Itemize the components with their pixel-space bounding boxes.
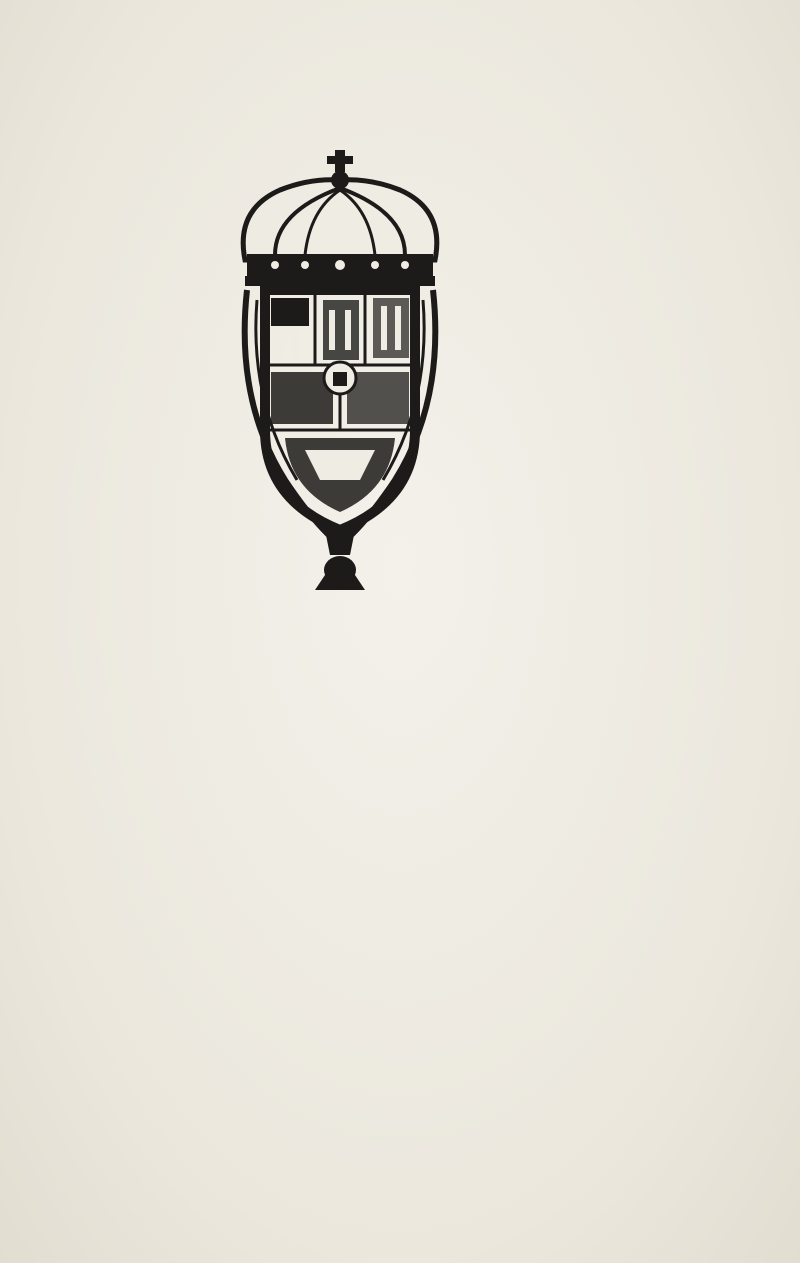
fleuron-border-left-icon xyxy=(22,95,82,1165)
fleuron-border-right-icon xyxy=(645,95,705,1165)
fleuron-border-top-icon xyxy=(22,8,790,82)
royal-coat-of-arms-icon xyxy=(205,150,475,590)
fleuron-border-bottom-icon xyxy=(22,1160,790,1234)
